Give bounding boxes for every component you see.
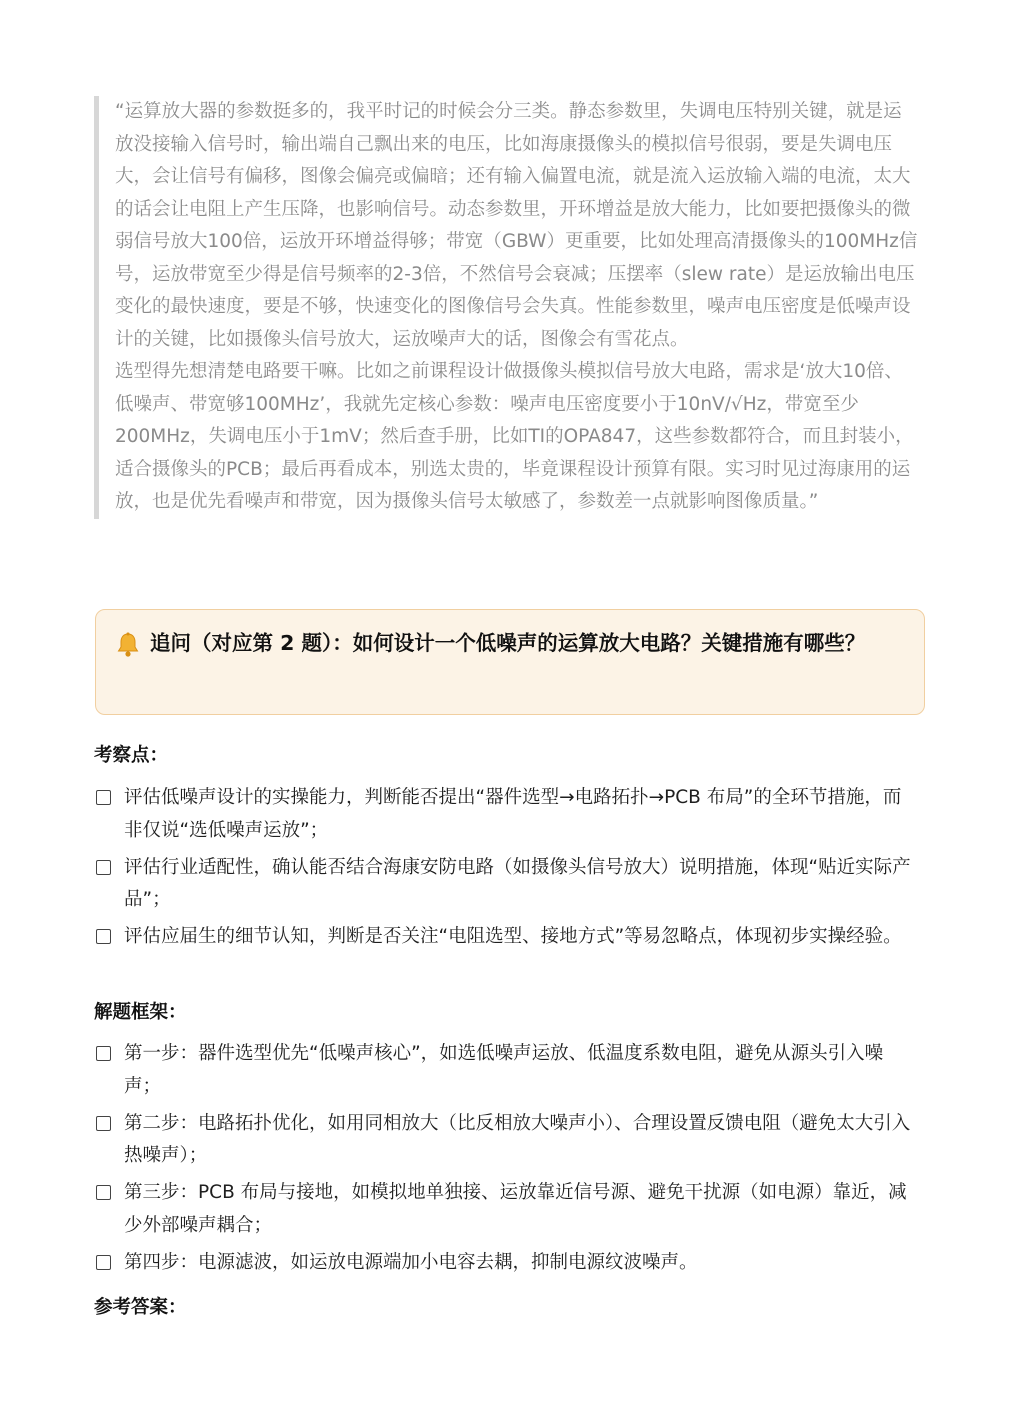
checkbox[interactable] bbox=[96, 1116, 111, 1131]
framework-list bbox=[94, 1038, 914, 1284]
exam-points-heading: 考察点： bbox=[94, 745, 169, 766]
checkbox[interactable] bbox=[96, 860, 111, 875]
list-item: 评估应届生的细节认知，判断是否关注“电阻选型、接地方式”等易忽略点，体现初步实操经验。 bbox=[94, 921, 914, 954]
list-item: 评估行业适配性，确认能否结合海康安防电路（如摄像头信号放大）说明措施，体现“贴近实际产品”； bbox=[94, 852, 914, 917]
framework-heading: 解题框架： bbox=[94, 1002, 187, 1023]
bell-icon bbox=[116, 632, 140, 658]
quote-paragraph-1: “运算放大器的参数挺多的，我平时记的时候会分三类。静态参数里，失调电压特别关键，就是运放没接输入信号时，输出端自己飘出来的电压，比如海康摄像头的模拟信号很弱，要是失调电压大，会让信号有偏移，图像会偏亮或偏暗；还有输入偏置电流，就是流入运放输入端的电流，太大的话会让电阻上产生压降，也影响信号。动态参数里，开环增益是放大能力，比如要把摄像头的微弱信号放大100倍，运放开环增益得够；带宽（GBW）更重要，比如处理高清摄像头的100MHz信号，运放带宽至少得是信号频率的2-3倍，不然信号会衰减；压摆率（slew rate）是运放输出电压变化的最快速度，要是不够，快速变化的图像信号会失真。性能参数里，噪声电压密度是低噪声设计的关键，比如摄像头信号放大，运放噪声大的话，图像会有雪花点。 bbox=[115, 101, 918, 350]
list-item: 第三步：PCB 布局与接地，如模拟地单独接、运放靠近信号源、避免干扰源（如电源）靠近，减少外部噪声耦合； bbox=[94, 1177, 914, 1242]
checkbox[interactable] bbox=[96, 929, 111, 944]
quote-block bbox=[94, 96, 920, 519]
exam-points-list bbox=[94, 782, 914, 958]
follow-up-question: 追问（对应第 2 题）：如何设计一个低噪声的运算放大电路？关键措施有哪些？ bbox=[150, 631, 866, 655]
follow-up-callout bbox=[95, 609, 925, 715]
answer-heading: 参考答案： bbox=[94, 1297, 187, 1318]
list-item: 评估低噪声设计的实操能力，判断能否提出“器件选型→电路拓扑→PCB 布局”的全环节措施，而非仅说“选低噪声运放”； bbox=[94, 782, 914, 847]
quote-paragraph-2: 选型得先想清楚电路要干嘛。比如之前课程设计做摄像头模拟信号放大电路，需求是‘放大10倍、低噪声、带宽够100MHz’，我就先定核心参数：噪声电压密度要小于10nV/√Hz，带宽至少200MHz，失调电压小于1mV；然后查手册，比如TI的OPA847，这些参数都符合，而且封装小，适合摄像头的PCB；最后再看成本，别选太贵的，毕竟课程设计预算有限。实习时见过海康用的运放，也是优先看噪声和带宽，因为摄像头信号太敏感了，参数差一点就影响图像质量。” bbox=[115, 361, 914, 512]
list-item: 第二步：电路拓扑优化，如用同相放大（比反相放大噪声小）、合理设置反馈电阻（避免太大引入热噪声）； bbox=[94, 1108, 914, 1173]
checkbox[interactable] bbox=[96, 1046, 111, 1061]
list-item: 第一步：器件选型优先“低噪声核心”，如选低噪声运放、低温度系数电阻，避免从源头引入噪声； bbox=[94, 1038, 914, 1103]
checkbox[interactable] bbox=[96, 790, 111, 805]
list-item: 第四步：电源滤波，如运放电源端加小电容去耦，抑制电源纹波噪声。 bbox=[94, 1247, 914, 1280]
checkbox[interactable] bbox=[96, 1255, 111, 1270]
checkbox[interactable] bbox=[96, 1185, 111, 1200]
